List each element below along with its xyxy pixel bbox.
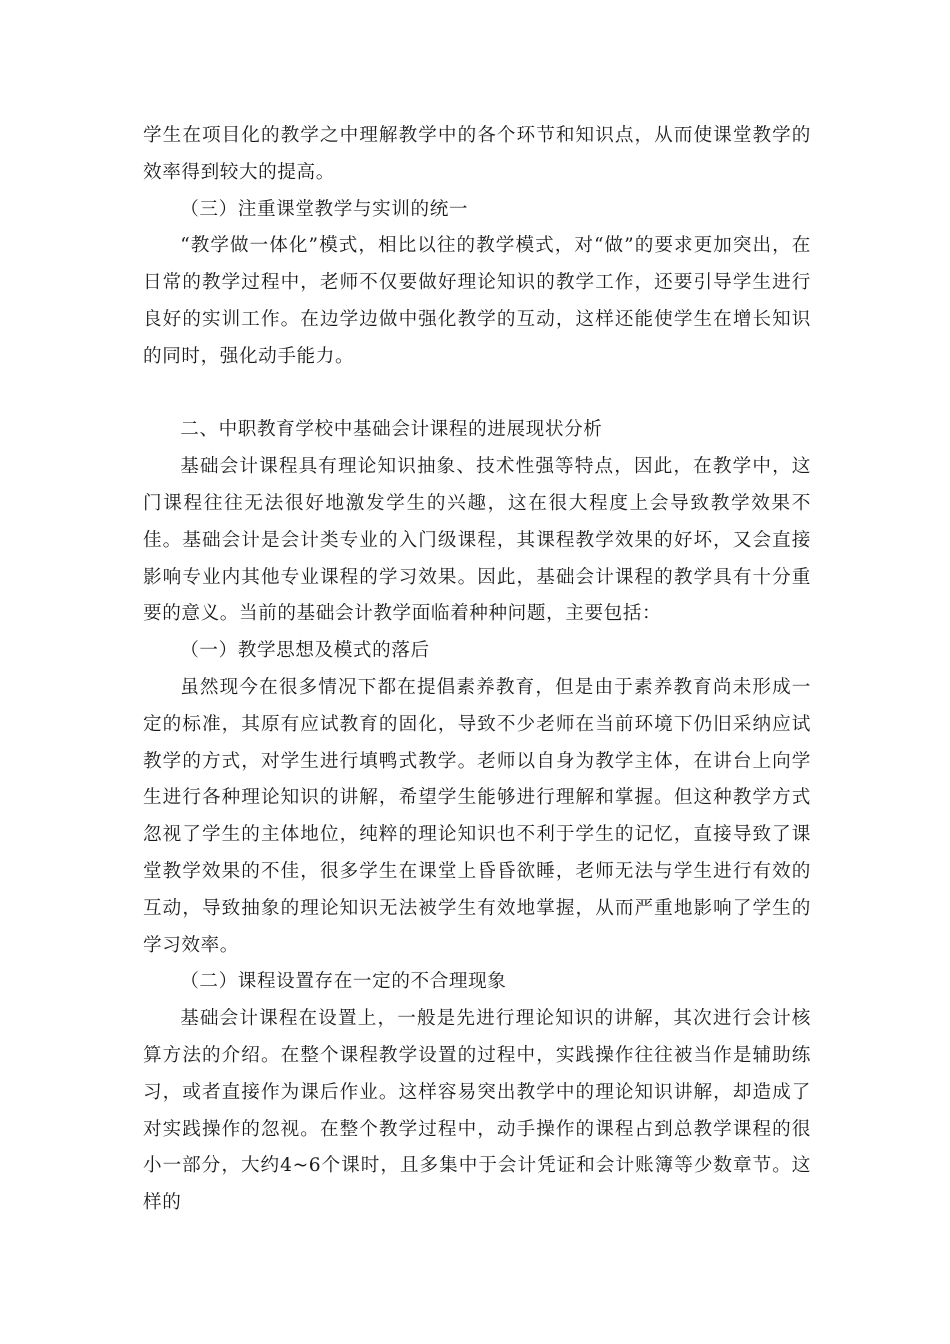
section-heading: 二、中职教育学校中基础会计课程的进展现状分析 (180, 419, 603, 441)
body-paragraph: 虽然现今在很多情况下都在提倡素养教育，但是由于素养教育尚未形成一定的标准，其原有应试教育的固化，导致不少老师在当前环境下仍旧采纳应试教学的方式，对学生进行填鸭式教学。老师以自身为教学主体，在讲台上向学生进行各种理论知识的讲解，希望学生能够进行理解和掌握。但这种教学方式忽视了学生的主体地位，纯粹的理论知识也不利于学生的记忆，直接导致了课堂教学效果的不佳，很多学生在课堂上昏昏欲睡，老师无法与学生进行有效的互动，导致抽象的理论知识无法被学生有效地掌握，从而严重地影响了学生的学习效率。 (143, 676, 811, 956)
body-paragraph: “教学做一体化”模式，相比以往的教学模式，对“做”的要求更加突出，在日常的教学过程中，老师不仅要做好理论知识的教学工作，还要引导学生进行良好的实训工作。在边学边做中强化教学的互动，这样还能使学生在增长知识的同时，强化动手能力。 (143, 235, 811, 367)
body-paragraph: 基础会计课程具有理论知识抽象、技术性强等特点，因此，在教学中，这门课程往往无法很好地激发学生的兴趣，这在很大程度上会导致教学效果不佳。基础会计是会计类专业的入门级课程，其课程教学效果的好坏，又会直接影响专业内其他专业课程的学习效果。因此，基础会计课程的教学具有十分重要的意义。当前的基础会计教学面临着种种问题，主要包括： (143, 456, 811, 625)
blank-line (143, 376, 811, 413)
section-subheading: （一）教学思想及模式的落后 (180, 640, 430, 662)
document-body (143, 118, 811, 1222)
section-subheading: （三）注重课堂教学与实训的统一 (180, 198, 469, 220)
body-paragraph: 学生在项目化的教学之中理解教学中的各个环节和知识点，从而使课堂教学的效率得到较大的提高。 (143, 125, 811, 183)
body-paragraph: 基础会计课程在设置上，一般是先进行理论知识的讲解，其次进行会计核算方法的介绍。在整个课程教学设置的过程中，实践操作往往被当作是辅助练习，或者直接作为课后作业。这样容易突出教学中的理论知识讲解，却造成了对实践操作的忽视。在整个教学过程中，动手操作的课程占到总教学课程的很小一部分，大约4~6个课时，且多集中于会计凭证和会计账簿等少数章节。这样的 (143, 1008, 811, 1214)
section-subheading: （二）课程设置存在一定的不合理现象 (180, 971, 507, 993)
